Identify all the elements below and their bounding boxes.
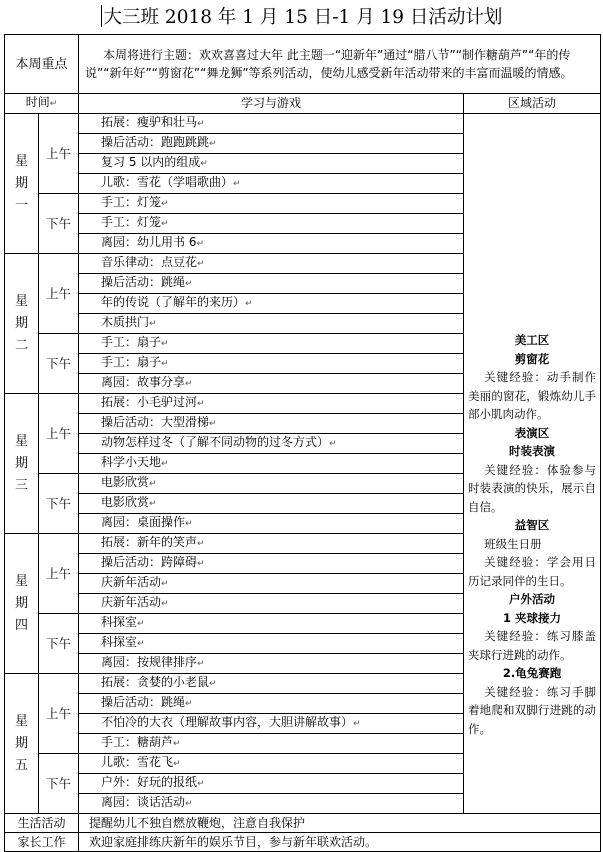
life-row [5, 814, 601, 833]
day-label [5, 394, 39, 534]
region-title-art: 美工区 [514, 333, 550, 347]
day-label-char: 星 [14, 573, 28, 589]
activity-text: 操后活动：跑跑跳跳 [101, 135, 210, 149]
activity-cell [79, 414, 464, 434]
paragraph-mark: ↵ [197, 259, 205, 269]
morning-label: 上午 [39, 674, 79, 754]
paragraph-mark: ↵ [233, 179, 241, 189]
header-row [5, 94, 601, 114]
paragraph-mark: ↵ [185, 519, 193, 529]
activity-text: 年的传说（了解年的来历） [101, 295, 246, 309]
paragraph-mark: ↵ [209, 679, 217, 689]
day-label-char: 星 [14, 713, 28, 729]
header-region: 区域活动 [464, 94, 601, 114]
region-sub-outdoor-2: 2.龟兔赛跑 [502, 666, 562, 680]
activity-text: 木质拱门 [101, 315, 150, 329]
activity-text: 操后活动：大型滑梯 [101, 415, 210, 429]
day-label-char: 期 [14, 595, 28, 611]
paragraph-mark: ↵ [161, 339, 169, 349]
activity-cell [79, 474, 464, 494]
activity-cell [79, 734, 464, 754]
activity-text: 科学小天地 [101, 455, 162, 469]
day-label [5, 674, 39, 814]
activity-cell [79, 314, 464, 334]
parents-text: 欢迎家庭排练庆新年的娱乐节目，参与新年联欢活动。 [79, 833, 601, 852]
day-label [5, 534, 39, 674]
day-label-char: 三 [14, 477, 28, 493]
paragraph-mark: ↵ [209, 139, 217, 149]
activity-text: 不怕冷的大衣（理解故事内容，大胆讲解故事） [101, 715, 354, 729]
activity-text: 拓展：小毛驴过河 [101, 395, 198, 409]
paragraph-mark: ↵ [161, 579, 169, 589]
region-title-perform: 表演区 [514, 425, 550, 440]
activity-cell [79, 294, 464, 314]
activity-cell [79, 174, 464, 194]
activity-cell [79, 714, 464, 734]
activity-text: 手工：扇子 [101, 335, 162, 349]
paragraph-mark: ↵ [185, 699, 193, 709]
paragraph-mark: ↵ [197, 119, 205, 129]
activity-cell [79, 234, 464, 254]
paragraph-mark: ↵ [209, 419, 217, 429]
activity-cell [79, 114, 464, 134]
activity-cell [79, 494, 464, 514]
activity-cell [79, 794, 464, 814]
activity-cell [79, 774, 464, 794]
paragraph-mark: ↵ [200, 159, 208, 169]
activity-cell [79, 254, 464, 274]
morning-label: 上午 [39, 114, 79, 194]
focus-label: 本周重点 [5, 35, 79, 94]
paragraph-mark: ↵ [173, 759, 181, 769]
region-content [464, 189, 600, 738]
region-activities [464, 114, 601, 814]
paragraph-mark: ↵ [137, 619, 145, 629]
region-text-art: 关键经验：动手制作美丽的窗花，锻炼幼儿手部小肌肉动作。 [468, 370, 597, 421]
region-sub-outdoor-1: 1 夹球接力 [503, 610, 562, 625]
region-title-outdoor: 户外活动 [509, 592, 556, 606]
day-label-char: 期 [14, 175, 28, 191]
activity-cell [79, 274, 464, 294]
activity-text: 庆新年活动 [101, 575, 162, 589]
life-label: 生活活动 [5, 814, 79, 833]
activity-cell [79, 454, 464, 474]
paragraph-mark: ↵ [197, 539, 205, 549]
afternoon-label: 下午 [39, 334, 79, 394]
paragraph-mark: ↵ [197, 399, 205, 409]
paragraph-mark: ↵ [353, 719, 361, 729]
activity-text: 电影欣赏 [101, 475, 150, 489]
day-label-char: 星 [14, 153, 28, 169]
life-text: 提醒幼儿不独自燃放鞭炮，注意自我保护 [79, 814, 601, 833]
paragraph-mark: ↵ [161, 219, 169, 229]
focus-text: 本周将进行主题：欢欢喜喜过大年 此主题一“迎新年”通过“腊八节”“制作糖葫芦”“年的传说”“新年好”“剪窗花”“舞龙狮”等系列活动，使幼儿感受新年活动带来的丰富而温暖的情感。 [79, 35, 601, 94]
activity-text: 电影欣赏 [101, 495, 150, 509]
activity-text: 手工：糖葫芦 [101, 735, 174, 749]
day-label [5, 254, 39, 394]
activity-cell [79, 194, 464, 214]
afternoon-label: 下午 [39, 194, 79, 254]
activity-text: 离园：桌面操作 [101, 515, 186, 529]
activity-cell [79, 534, 464, 554]
header-learning: 学习与游戏 [79, 94, 464, 114]
paragraph-mark: ↵ [161, 199, 169, 209]
activity-cell [79, 514, 464, 534]
activity-cell [79, 374, 464, 394]
activity-cell [79, 154, 464, 174]
page-title-text: 大三班 2018 年 1 月 15 日-1 月 19 日活动计划 [103, 7, 503, 28]
activity-text: 科探室 [101, 635, 138, 649]
paragraph-mark: ↵ [185, 799, 193, 809]
day-label-char: 期 [14, 455, 28, 471]
activity-cell [79, 134, 464, 154]
morning-label: 上午 [39, 254, 79, 334]
activity-text: 科探室 [101, 615, 138, 629]
activity-cell [79, 434, 464, 454]
paragraph-mark: ↵ [161, 599, 169, 609]
activity-cell [79, 634, 464, 654]
paragraph-mark: ↵ [197, 559, 205, 569]
parents-row [5, 833, 601, 852]
paragraph-mark: ↵ [329, 439, 337, 449]
region-text-outdoor-2: 关键经验：练习手脚着地爬和双脚行进跳的动作。 [468, 684, 597, 736]
region-title-puzzle: 益智区 [514, 518, 550, 532]
activity-cell [79, 334, 464, 354]
activity-cell [79, 394, 464, 414]
paragraph-mark: ↵ [245, 299, 253, 309]
region-sub-art: 剪窗花 [514, 351, 550, 366]
activity-plan-table [4, 34, 601, 852]
day-label-char: 星 [14, 293, 28, 309]
text-cursor [101, 5, 102, 27]
afternoon-label: 下午 [39, 474, 79, 534]
activity-text: 操后活动：跨障碍 [101, 555, 198, 569]
paragraph-mark: ↵ [161, 459, 169, 469]
paragraph-mark: ↵ [197, 779, 205, 789]
activity-text: 离园：幼儿用书 6 [101, 235, 197, 249]
activity-text: 拓展：瘦驴和壮马 [101, 115, 198, 129]
activity-cell [79, 554, 464, 574]
header-time-label: 时间 [25, 95, 50, 109]
activity-cell [79, 694, 464, 714]
activity-cell [79, 354, 464, 374]
region-text-perform: 关键经验：体验参与时装表演的快乐，展示自自信。 [468, 462, 597, 514]
page-title [0, 4, 603, 32]
region-text-outdoor-1: 关键经验：练习膝盖夹球行进跳的动作。 [468, 629, 597, 662]
activity-text: 离园：按规律排序 [101, 655, 198, 669]
afternoon-label: 下午 [39, 614, 79, 674]
paragraph-mark: ↵ [149, 319, 157, 329]
focus-row [5, 35, 601, 94]
activity-text: 操后活动：跳绳 [101, 695, 186, 709]
activity-text: 动物怎样过冬（了解不同动物的过冬方式） [101, 435, 330, 449]
header-time: 时间↵ [5, 94, 79, 114]
activity-cell [79, 674, 464, 694]
activity-cell [79, 754, 464, 774]
day-label-char: 期 [14, 315, 28, 331]
region-text-puzzle: 关键经验：学会用日历记录同伴的生日。 [468, 555, 597, 588]
paragraph-mark: ↵ [196, 239, 205, 249]
activity-cell [79, 214, 464, 234]
activity-text: 儿歌：雪花（学唱歌曲） [101, 175, 234, 189]
afternoon-label: 下午 [39, 754, 79, 814]
paragraph-mark: ↵ [185, 379, 193, 389]
day-label-char: 五 [14, 757, 28, 773]
activity-text: 离园：谈话活动 [101, 795, 186, 809]
day-label-char: 星 [14, 433, 28, 449]
activity-text: 复习 5 以内的组成 [101, 155, 201, 169]
parents-label: 家长工作 [5, 833, 79, 852]
activity-text: 手工：灯笼 [101, 215, 162, 229]
activity-cell [79, 614, 464, 634]
paragraph-mark: ↵ [149, 479, 157, 489]
activity-cell [79, 594, 464, 614]
activity-cell [79, 574, 464, 594]
activity-text: 庆新年活动 [101, 595, 162, 609]
activity-text: 户外：好玩的报纸 [101, 775, 198, 789]
day-label-char: 四 [14, 617, 28, 633]
morning-label: 上午 [39, 534, 79, 614]
activity-cell [79, 654, 464, 674]
day-label [5, 114, 39, 254]
activity-text: 操后活动：跳绳 [101, 275, 186, 289]
activity-text: 儿歌：雪花飞 [101, 755, 174, 769]
activity-text: 手工：灯笼 [101, 195, 162, 209]
activity-text: 音乐律动：点豆花 [101, 255, 198, 269]
day-label-char: 期 [14, 735, 28, 751]
paragraph-mark: ↵ [197, 659, 205, 669]
table-row [5, 114, 601, 134]
region-sub-puzzle: 班级生日册 [484, 536, 542, 551]
paragraph-mark: ↵ [137, 639, 145, 649]
morning-label: 上午 [39, 394, 79, 474]
activity-text: 手工：扇子 [101, 355, 162, 369]
activity-text: 拓展：贪婪的小老鼠 [101, 675, 210, 689]
day-label-char: 二 [14, 337, 28, 353]
paragraph-mark: ↵ [149, 499, 157, 509]
activity-text: 拓展：新年的笑声 [101, 535, 198, 549]
paragraph-mark: ↵ [185, 279, 193, 289]
activity-text: 离园：故事分享 [101, 375, 186, 389]
paragraph-mark: ↵ [173, 739, 181, 749]
day-label-char: 一 [14, 197, 28, 213]
paragraph-mark: ↵ [161, 359, 169, 369]
region-sub-perform: 时装表演 [509, 444, 556, 458]
